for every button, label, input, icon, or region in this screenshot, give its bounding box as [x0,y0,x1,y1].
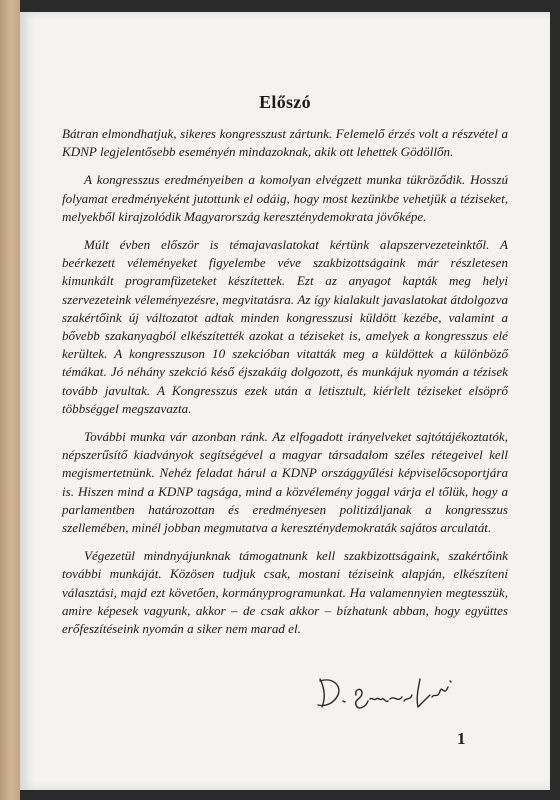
book-page [20,12,550,790]
paragraph: Végezetül mindnyájunknak támogatnunk kell szakbizottságaink, szakértőink további munkáját. Közösen tudjuk csak, mostani téziseink alapján, elkészíteni választási, majd ezt követően, kormányprogramunkat. Ha valamennyien megtesszük, amire képesek vagyunk, akkor – de csak akkor – bízhatunk abban, hogy együttes erőfeszítéseink nyomán a siker nem marad el. [62,548,508,637]
page-number: 1 [457,729,466,748]
paragraph: Bátran elmondhatjuk, sikeres kongresszust zártunk. Felemelő érzés volt a részvétel a KDNP legjelentősebb eseményén mindazoknak, akik ott lehettek Gödöllőn. [62,126,508,160]
paragraph: További munka vár azonban ránk. Az elfogadott irányelveket sajtótájékoztatók, népszerűsítő kiadványok segítségével a magyar társadalom széles rétegeivel kell megismertetnünk. Nehéz feladat hárul a KDNP országgyűlési képviselőcsoportjára is. Hiszen mind a KDNP tagsága, mind a közvélemény joggal várja el tőlük, hogy a parlamentben határozottan és eredményesen politizáljanak a kongresszus szellemében, minél jobban megmutatva a kereszténydemokraták sajátos arculatát. [62,429,508,536]
page-content [62,92,508,648]
paragraph: Múlt évben először is témajavaslatokat kértünk alapszervezeteinktől. A beérkezett véleményeket figyelembe véve szakbizottságaink már részletesen kimunkált programfüzeteket készítettek. Ezt az anyagot kapták meg helyi szervezeteink véleményezésre, megvitatásra. Az így kialakult javaslatokat átdolgozva szakértőink új változatot adtak minden kongresszusi küldött kezébe, valamint a bővebb szakanyagból elkészítették azokat a téziseket is, amelyek a kongresszus elé kerültek. A kongresszuson 10 szekcióban vitatták meg a küldöttek a különböző témákat. Jó néhány szekció késő éjszakáig dolgozott, és munkájuk nyomán a tézisek tovább javultak. A Kongresszus ezek után a letisztult, kiérlelt téziseket elsöprő többséggel megszavazta. [62,237,508,416]
handwritten-signature [310,667,460,717]
page-title: Előszó [259,92,311,112]
paragraph: A kongresszus eredményeiben a komolyan elvégzett munka tükröződik. Hosszú folyamat eredményeként jutottunk el odáig, hogy most kezünkbe vehetjük a téziseket, melyekből kirajzolódik Magyarország kereszténydemokrata jövőképe. [62,172,508,224]
book-spine [0,0,20,800]
